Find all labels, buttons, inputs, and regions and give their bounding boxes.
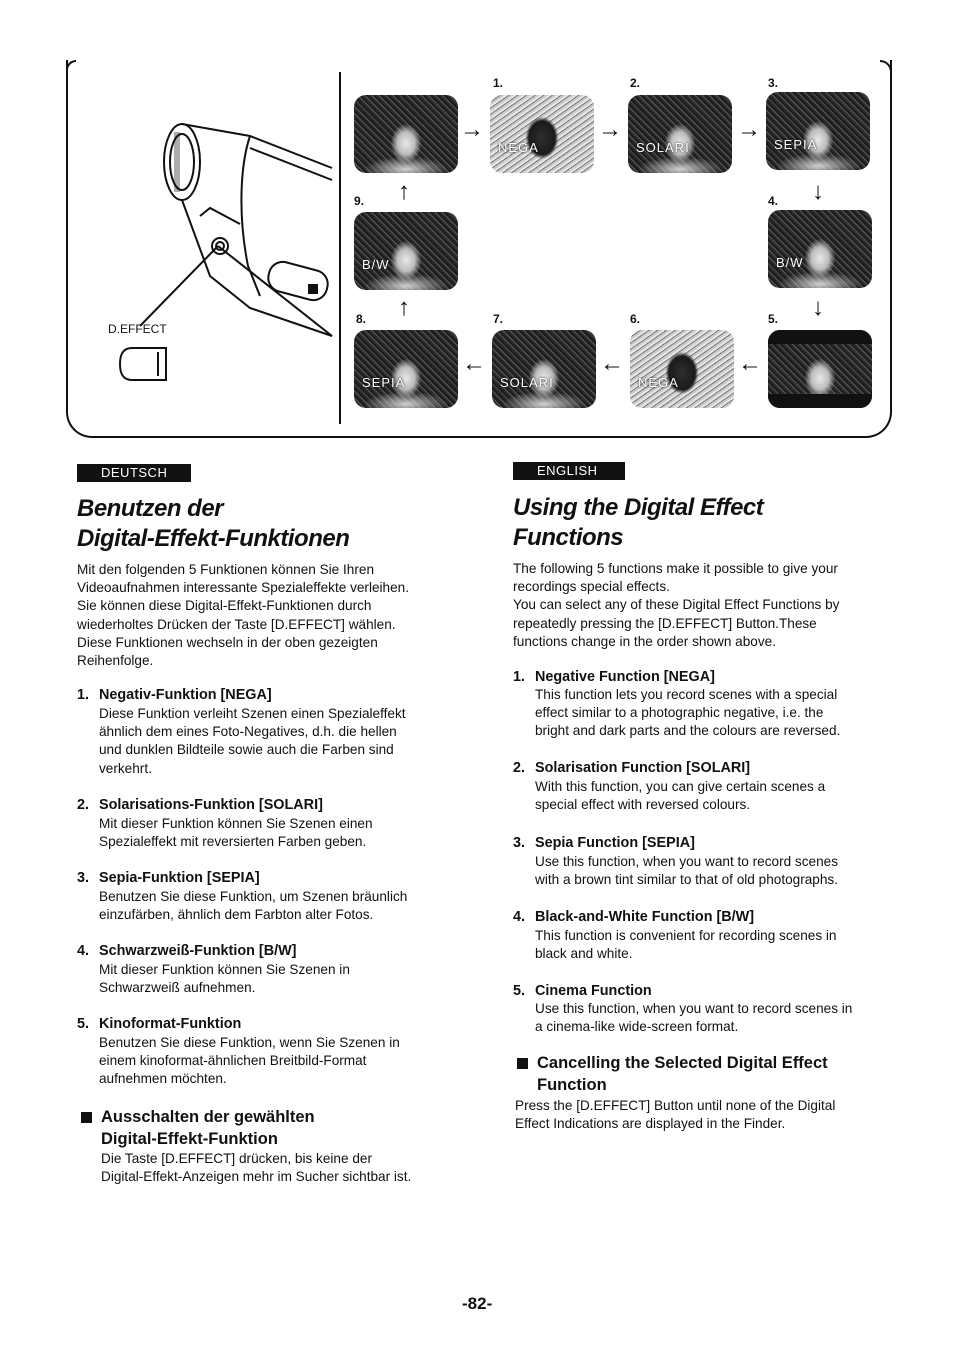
item-number: 4.: [513, 909, 526, 925]
body-line: verkehrt.: [99, 760, 152, 776]
deffect-label: D.EFFECT: [108, 322, 167, 336]
arrow-left-icon: ←: [600, 350, 624, 377]
overlay-solari: SOLARI: [636, 140, 690, 155]
cancel-heading-line: Digital-Effekt-Funktion: [101, 1130, 278, 1148]
preview-bw-4: [768, 210, 872, 288]
item-body-en-4: [535, 927, 837, 963]
preview-sepia-3: [766, 92, 870, 170]
item-title-en-1: [513, 668, 715, 686]
item-number: 5.: [77, 1016, 90, 1032]
body-line: with a brown tint similar to that of old photographs.: [535, 872, 838, 888]
overlay-nega: NEGA: [498, 140, 539, 155]
body-line: Digital-Effekt-Anzeigen mehr im Sucher sichtbar ist.: [101, 1169, 412, 1185]
arrow-up-icon: ↑: [398, 294, 410, 321]
item-title-text: Black-and-White Function [B/W]: [535, 909, 755, 925]
body-line: Mit dieser Funktion können Sie Szenen einen: [99, 816, 373, 831]
item-title-de-3: [77, 869, 260, 887]
step-label-6: 6.: [630, 312, 641, 326]
overlay-sepia: SEPIA: [774, 137, 818, 152]
body-line: Die Taste [D.EFFECT] drücken, bis keine der: [101, 1151, 372, 1166]
body-line: aufnehmen möchten.: [99, 1071, 227, 1087]
overlay-nega: NEGA: [638, 375, 679, 390]
step-label-7: 7.: [493, 312, 504, 326]
intro-line: Sie können diese Digital-Effekt-Funktionen durch: [77, 598, 372, 614]
body-line: ähnlich dem eines Foto-Negatives, d.h. die hellen: [99, 724, 397, 740]
item-title-text: Sepia Function [SEPIA]: [535, 835, 695, 851]
overlay-solari: SOLARI: [500, 375, 554, 390]
language-tag-english: ENGLISH: [513, 462, 625, 480]
cancel-heading-line: Function: [537, 1076, 607, 1094]
body-line: Schwarzweiß aufnehmen.: [99, 980, 256, 996]
body-line: Press the [D.EFFECT] Button until none of the Digital: [515, 1098, 836, 1113]
intro-de: [77, 561, 409, 670]
item-title-text: Schwarzweiß-Funktion [B/W]: [99, 943, 297, 959]
overlay-bw: B/W: [362, 257, 390, 272]
cancel-body-de: [101, 1150, 411, 1186]
bullet-square-icon: [517, 1058, 528, 1069]
body-line: Benutzen Sie diese Funktion, wenn Sie Szenen in: [99, 1035, 400, 1050]
intro-line: Videoaufnahmen interessante Spezialeffekte verleihen.: [77, 580, 410, 596]
item-title-text: Kinoformat-Funktion: [99, 1016, 242, 1032]
item-number: 5.: [513, 983, 526, 999]
item-title-en-4: [513, 908, 754, 926]
item-title-en-5: [513, 982, 652, 1000]
page-title-de: [77, 494, 349, 554]
item-body-en-1: [535, 686, 840, 741]
item-body-en-5: [535, 1000, 852, 1036]
preview-normal-top: [354, 95, 458, 173]
body-line: einem kinoformat-ähnlichen Breitbild-Format: [99, 1053, 367, 1069]
item-body-de-5: [99, 1034, 400, 1089]
body-line: Effect Indications are displayed in the Finder.: [515, 1116, 786, 1132]
item-title-de-5: [77, 1015, 241, 1033]
deffect-button-icon: [118, 346, 170, 382]
item-title-text: Cinema Function: [535, 983, 652, 999]
step-label-2: 2.: [630, 76, 641, 90]
body-line: Mit dieser Funktion können Sie Szenen in: [99, 962, 350, 977]
preview-solari-7: [492, 330, 596, 408]
step-label-3: 3.: [768, 76, 779, 90]
item-title-text: Solarisation Function [SOLARI]: [535, 760, 751, 776]
item-body-de-3: [99, 888, 407, 924]
step-label-5: 5.: [768, 312, 779, 326]
item-number: 3.: [513, 835, 526, 851]
item-title-en-3: [513, 834, 695, 852]
arrow-right-icon: →: [737, 116, 761, 143]
item-number: 3.: [77, 870, 90, 886]
intro-line: Reihenfolge.: [77, 653, 154, 669]
intro-line: repeatedly pressing the [D.EFFECT] Button.These: [513, 615, 817, 631]
preview-sepia-8: [354, 330, 458, 408]
step-label-1: 1.: [493, 76, 504, 90]
arrow-right-icon: →: [460, 116, 484, 143]
arrow-down-icon: ↓: [812, 294, 824, 321]
cancel-heading-line: Ausschalten der gewählten: [101, 1108, 315, 1126]
preview-nega-6: [630, 330, 734, 408]
preview-cinema-5: [768, 330, 872, 408]
intro-line: Diese Funktionen wechseln in der oben gezeigten: [77, 634, 378, 650]
item-title-text: Solarisations-Funktion [SOLARI]: [99, 797, 323, 813]
item-title-de-4: [77, 942, 296, 960]
cancel-heading-en: [517, 1052, 828, 1096]
cancel-body-en: [515, 1097, 835, 1133]
overlay-sepia: SEPIA: [362, 375, 406, 390]
step-label-8: 8.: [356, 312, 367, 326]
step-label-9: 9.: [354, 194, 365, 208]
item-body-en-2: [535, 778, 825, 814]
preview-bw-9: [354, 212, 458, 290]
cancel-heading-line: Cancelling the Selected Digital Effect: [537, 1054, 828, 1072]
arrow-up-icon: ↑: [398, 178, 410, 205]
body-line: This function lets you record scenes with a special: [535, 687, 838, 702]
item-title-text: Sepia-Funktion [SEPIA]: [99, 870, 260, 886]
item-body-de-1: [99, 705, 406, 778]
bullet-square-icon: [81, 1112, 92, 1123]
item-title-de-1: [77, 686, 272, 704]
intro-line: functions change in the order shown above.: [513, 633, 776, 649]
page-title-de-line1: Benutzen der: [77, 495, 224, 522]
body-line: Use this function, when you want to record scenes in: [535, 1001, 853, 1016]
body-line: This function is convenient for recording scenes in: [535, 928, 837, 943]
item-number: 2.: [77, 797, 90, 813]
body-line: effect similar to a photographic negative, i.e. the: [535, 705, 824, 721]
body-line: Diese Funktion verleiht Szenen einen Spezialeffekt: [99, 706, 406, 721]
intro-line: The following 5 functions make it possible to give your: [513, 561, 838, 576]
item-title-text: Negativ-Funktion [NEGA]: [99, 687, 272, 703]
item-number: 1.: [513, 669, 526, 685]
page-title-en-line1: Using the Digital Effect: [513, 494, 764, 521]
item-number: 2.: [513, 760, 526, 776]
language-tag-deutsch: DEUTSCH: [77, 464, 191, 482]
intro-en: [513, 560, 839, 651]
preview-solari-2: [628, 95, 732, 173]
page-title-en: [513, 493, 763, 553]
body-line: a cinema-like wide-screen format.: [535, 1019, 739, 1035]
arrow-down-icon: ↓: [812, 178, 824, 205]
intro-line: wiederholtes Drücken der Taste [D.EFFECT] wählen.: [77, 616, 396, 632]
item-title-de-2: [77, 796, 323, 814]
intro-line: Mit den folgenden 5 Funktionen können Sie Ihren: [77, 562, 375, 577]
body-line: Benutzen Sie diese Funktion, um Szenen bräunlich: [99, 889, 408, 904]
page-title-en-line2: Functions: [513, 524, 624, 551]
page-title-de-line2: Digital-Effekt-Funktionen: [77, 525, 350, 552]
step-label-4: 4.: [768, 194, 779, 208]
item-number: 1.: [77, 687, 90, 703]
body-line: black and white.: [535, 946, 633, 962]
body-line: bright and dark parts and the colours are reversed.: [535, 723, 841, 739]
arrow-right-icon: →: [598, 116, 622, 143]
arrow-left-icon: ←: [738, 350, 762, 377]
intro-line: recordings special effects.: [513, 579, 670, 595]
cancel-heading-de: [81, 1106, 315, 1150]
item-body-de-4: [99, 961, 350, 997]
item-number: 4.: [77, 943, 90, 959]
item-title-en-2: [513, 759, 750, 777]
intro-line: You can select any of these Digital Effect Functions by: [513, 597, 840, 613]
body-line: With this function, you can give certain scenes a: [535, 779, 826, 794]
preview-nega-1: [490, 95, 594, 173]
body-line: Spezialeffekt mit reversierten Farben geben.: [99, 834, 367, 850]
body-line: und dunklen Bildteile sowie auch die Farben sind: [99, 742, 394, 758]
overlay-bw: B/W: [776, 255, 804, 270]
item-title-text: Negative Function [NEGA]: [535, 669, 715, 685]
body-line: special effect with reversed colours.: [535, 797, 751, 813]
body-line: Use this function, when you want to record scenes: [535, 854, 838, 869]
item-body-en-3: [535, 853, 838, 889]
arrow-left-icon: ←: [462, 350, 486, 377]
page-number: -82-: [462, 1294, 493, 1313]
body-line: einzufärben, ähnlich dem Farbton alter Fotos.: [99, 907, 374, 923]
item-body-de-2: [99, 815, 373, 851]
